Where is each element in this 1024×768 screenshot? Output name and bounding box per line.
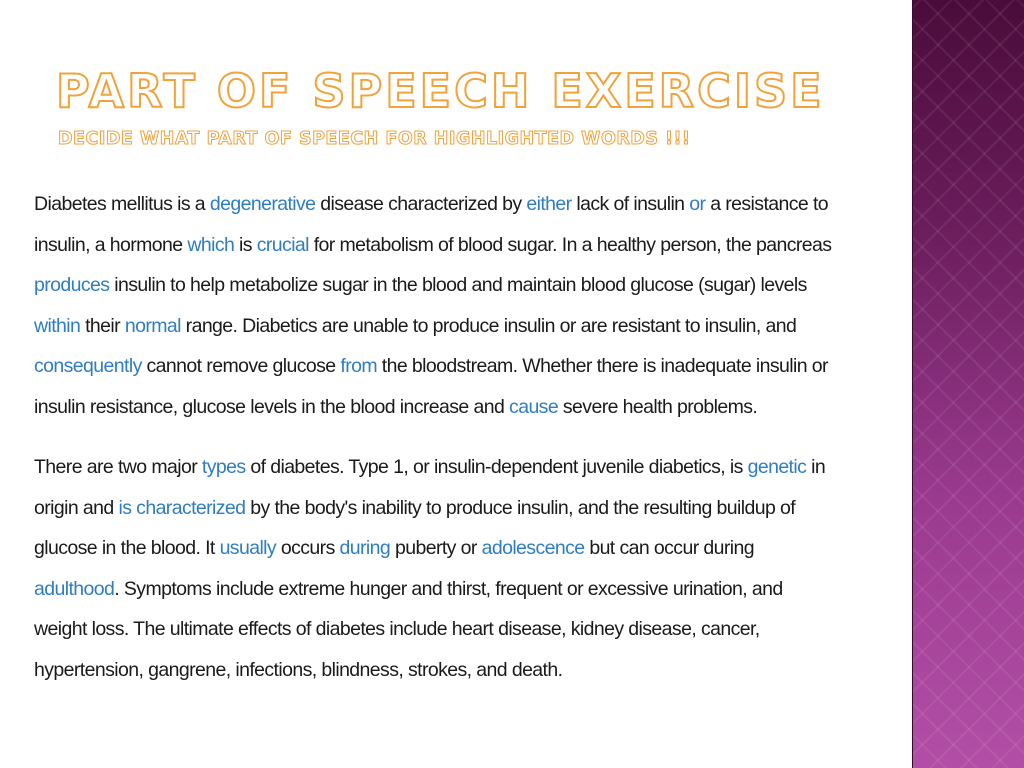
- text-segment: is: [234, 233, 257, 256]
- highlighted-word: adulthood: [34, 577, 115, 600]
- highlighted-word: consequently: [34, 355, 142, 377]
- text-segment: of diabetes. Type 1, or insulin-dependent juvenile diabetics, is: [245, 456, 748, 478]
- text-segment: a resistance to: [705, 193, 829, 215]
- paragraph: [34, 184, 894, 427]
- text-segment: insulin to help metabolize sugar in the blood and maintain blood glucose (sugar) levels: [109, 274, 807, 296]
- text-line: [34, 225, 894, 266]
- text-segment: . Symptoms include extreme hunger and thirst, frequent or excessive urination, and: [114, 577, 783, 600]
- text-segment: weight loss. The ultimate effects of diabetes include heart disease, kidney disease, cancer,: [34, 618, 760, 640]
- paragraph: [34, 447, 894, 690]
- highlighted-word: adolescence: [481, 537, 585, 559]
- text-segment: origin and: [34, 496, 119, 519]
- highlighted-word: usually: [219, 537, 277, 559]
- text-segment: severe health problems.: [558, 395, 758, 418]
- highlighted-word: crucial: [256, 233, 309, 256]
- decorative-side-panel: [912, 0, 1024, 768]
- highlighted-word: from: [340, 355, 377, 377]
- text-line: [34, 609, 894, 650]
- highlighted-word: which: [187, 233, 235, 256]
- highlighted-word: produces: [34, 274, 110, 296]
- text-segment: their: [80, 314, 125, 337]
- text-line: [34, 387, 894, 428]
- text-segment: There are two major: [34, 456, 202, 478]
- highlighted-word: within: [34, 314, 81, 337]
- text-segment: occurs: [276, 537, 340, 559]
- text-line: [34, 306, 894, 347]
- text-segment: hypertension, gangrene, infections, blindness, strokes, and death.: [34, 658, 563, 681]
- highlighted-word: either: [526, 193, 572, 215]
- highlighted-word: normal: [124, 314, 181, 337]
- text-line: [34, 528, 894, 569]
- text-segment: Diabetes mellitus is a: [34, 193, 210, 215]
- highlighted-word: or: [689, 193, 706, 215]
- highlighted-word: cause: [509, 395, 559, 418]
- highlighted-word: genetic: [747, 456, 807, 478]
- text-segment: but can occur during: [584, 537, 755, 559]
- highlighted-word: types: [201, 456, 246, 478]
- highlighted-word: is characterized: [118, 496, 246, 519]
- slide-subtitle: DECIDE WHAT PART OF SPEECH FOR HIGHLIGHTED WORDS !!!: [58, 129, 691, 149]
- text-line: [34, 569, 894, 610]
- text-segment: by the body's inability to produce insulin, and the resulting buildup of: [245, 496, 796, 519]
- text-line: [34, 650, 894, 691]
- text-segment: range. Diabetics are unable to produce insulin or are resistant to insulin, and: [180, 314, 797, 337]
- text-segment: lack of insulin: [571, 193, 690, 215]
- text-line: [34, 346, 894, 387]
- text-line: [34, 265, 894, 306]
- text-segment: puberty or: [390, 537, 482, 559]
- slide-title: PART OF SPEECH EXERCISE: [56, 64, 825, 118]
- text-line: [34, 488, 894, 529]
- text-segment: cannot remove glucose: [141, 355, 341, 377]
- text-segment: glucose in the blood. It: [34, 537, 220, 559]
- body-text: [34, 184, 894, 690]
- text-segment: disease characterized by: [315, 193, 527, 215]
- text-segment: for metabolism of blood sugar. In a healthy person, the pancreas: [308, 233, 832, 256]
- text-line: [34, 447, 894, 488]
- text-segment: the bloodstream. Whether there is inadequate insulin or: [376, 355, 828, 377]
- text-segment: in: [806, 456, 826, 478]
- text-segment: insulin resistance, glucose levels in the blood increase and: [34, 395, 510, 418]
- highlighted-word: degenerative: [209, 193, 316, 215]
- text-segment: insulin, a hormone: [34, 233, 188, 256]
- text-line: [34, 184, 894, 225]
- highlighted-word: during: [339, 537, 391, 559]
